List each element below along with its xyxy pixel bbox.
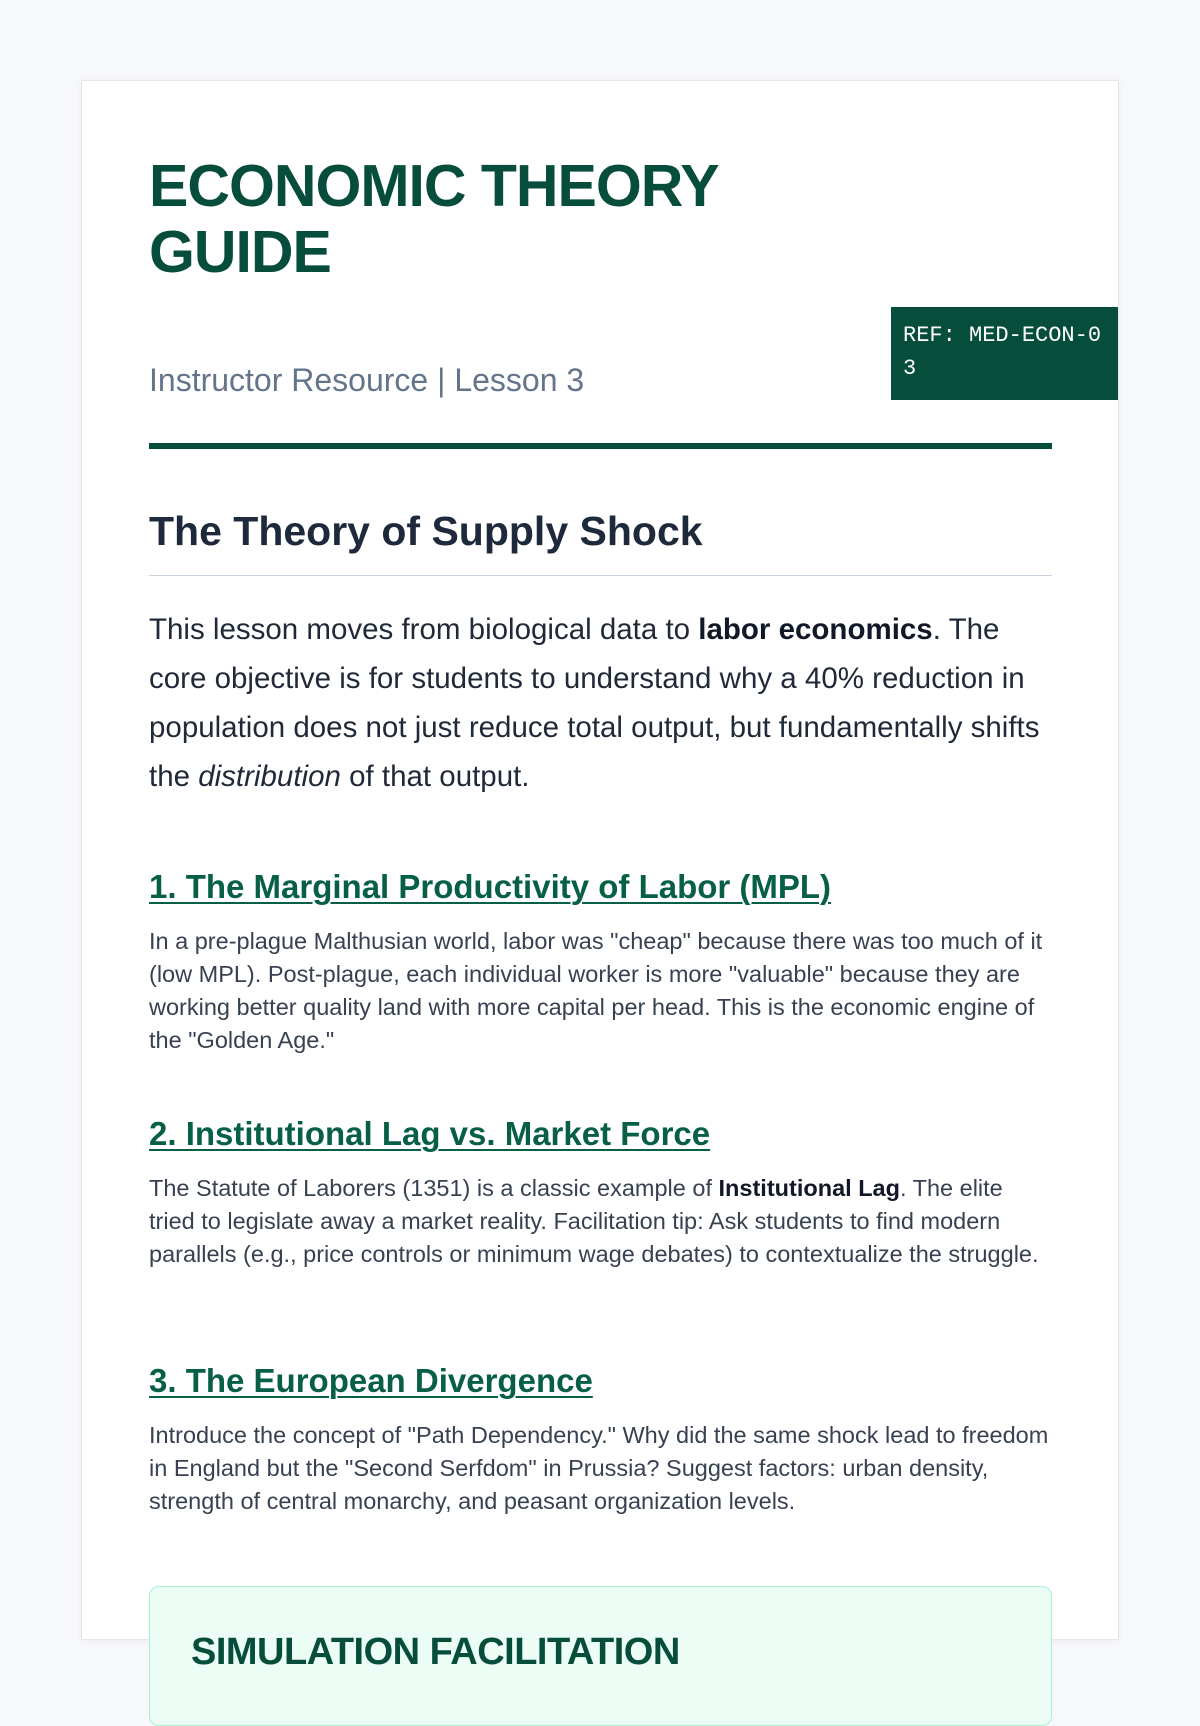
topic-mpl [149, 867, 1052, 1057]
topic-institutional-lag [149, 1114, 1052, 1271]
topic-body: Introduce the concept of "Path Dependency." Why did the same shock lead to freedom in England but the "Second Serfdom" in Prussia? Suggest factors: urban density, strength of central monarchy, and peasant organization levels. [149, 1422, 1049, 1514]
intro-text-2: . The core objective is for students to understand why a 40% reduction in population does not just reduce total output, but fundamentally shifts the [149, 613, 1040, 793]
intro-text-3: of that output. [340, 760, 530, 793]
topic-heading-link[interactable]: 2. Institutional Lag vs. Market Force [149, 1115, 711, 1152]
simulation-callout [149, 1586, 1052, 1726]
intro-bold-term: labor economics [698, 613, 933, 646]
callout-title: SIMULATION FACILITATION [191, 1631, 680, 1673]
topic-heading-link[interactable]: 1. The Marginal Productivity of Labor (MPL) [149, 868, 832, 905]
document-page [81, 80, 1119, 1673]
topic-body-text-1: The Statute of Laborers (1351) is a classic example of [149, 1175, 719, 1201]
header-divider [149, 443, 1052, 449]
intro-paragraph [149, 605, 1052, 801]
section-title: The Theory of Supply Shock [149, 508, 703, 554]
topic-body-bold-term: Institutional Lag [718, 1175, 900, 1201]
document-subtitle: Instructor Resource | Lesson 3 [149, 362, 585, 398]
intro-italic-term: distribution [198, 760, 341, 793]
topic-heading-link[interactable]: 3. The European Divergence [149, 1362, 593, 1399]
intro-text-1: This lesson moves from biological data to [149, 613, 699, 646]
document-header [149, 153, 1102, 453]
reference-badge: REF: MED-ECON-03 [891, 307, 1118, 400]
document-title: ECONOMIC THEORY GUIDE [149, 153, 718, 285]
topic-european-divergence [149, 1361, 1052, 1518]
topic-body-text-2: . The elite tried to legislate away a market reality. Facilitation tip: Ask students to find modern parallels (e.g., price controls or minimum wage debates) to contextualize the struggle. [149, 1175, 1039, 1267]
topic-body: In a pre-plague Malthusian world, labor was "cheap" because there was too much of it (low MPL). Post-plague, each individual worker is more "valuable" because they are working better quality land with more capital per head. This is the economic engine of the "Golden Age." [149, 928, 1043, 1053]
topic-body [149, 1172, 1052, 1271]
section-divider [149, 575, 1052, 576]
